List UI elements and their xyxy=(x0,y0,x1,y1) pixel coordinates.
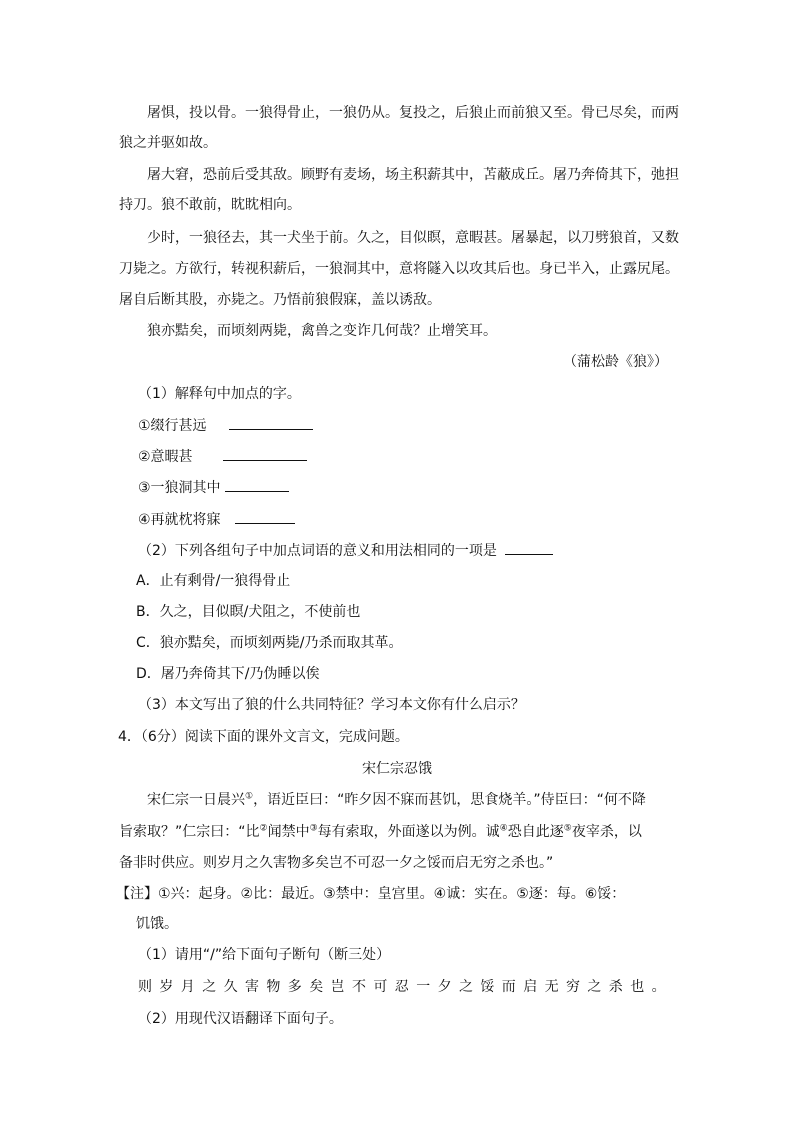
q4-body-text: 夜宰杀，以 xyxy=(571,824,642,840)
passage-p1-line2: 狼之并驱如故。 xyxy=(119,135,217,151)
passage-p3-line2: 刀毙之。方欲行，转视积薪后，一狼洞其中，意将隧入以攻其后也。身已半入，止露尻尾。 xyxy=(119,261,679,277)
q2-stem-line xyxy=(138,540,553,561)
q4-body-text: 每有索取，外面遂以为例。诚 xyxy=(317,824,500,840)
q4-sub1: （1）请用“/”给下面句子断句（断三处） xyxy=(138,947,391,963)
q4-passage-title: 宋仁宗忍饿 xyxy=(362,761,432,777)
q4-body-text: ，语近臣曰：“昨夕因不寐而甚饥，思食烧羊。”侍臣曰：“何不降 xyxy=(253,792,646,808)
q2-stem: （2）下列各组句子中加点词语的意义和用法相同的一项是 xyxy=(138,543,497,559)
passage-p4: 狼亦黠矣，而顷刻两毙，禽兽之变诈几何哉？止增笑耳。 xyxy=(147,323,497,339)
q4-sentence-to-punctuate: 则岁月之久害物多矣岂不可忍一夕之馁而启无穷之杀也。 xyxy=(138,979,673,995)
note-marker: ① xyxy=(245,791,254,802)
q1-item-text: ③一狼洞其中 xyxy=(138,480,221,496)
q1-stem: （1）解释句中加点的字。 xyxy=(138,386,301,402)
answer-blank[interactable] xyxy=(229,415,313,430)
note-marker: ④ xyxy=(499,823,508,834)
q4-body-text: 恐自此逐 xyxy=(507,824,564,840)
note-marker: ② xyxy=(259,823,268,834)
q1-item-2 xyxy=(138,446,307,467)
q1-item-3 xyxy=(138,477,289,498)
q4-body-text: 宋仁宗一日晨兴 xyxy=(147,792,245,808)
q4-body-line3: 备非时供应。则岁月之久害物多矣岂不可忍一夕之馁而启无穷之杀也。” xyxy=(119,855,554,871)
passage-p2-line2: 持刀。狼不敢前，眈眈相向。 xyxy=(119,197,301,213)
q1-item-4 xyxy=(138,509,295,530)
q2-option-d: D．屠乃奔倚其下/乃伪睡以俟 xyxy=(136,666,320,682)
passage-p1-line1: 屠惧，投以骨。一狼得骨止，一狼仍从。复投之，后狼止而前狼又至。骨已尽矣，而两 xyxy=(147,105,679,121)
passage-p3-line3: 屠自后断其股，亦毙之。乃悟前狼假寐，盖以诱敌。 xyxy=(119,292,441,308)
q4-sub2: （2）用现代汉语翻译下面句子。 xyxy=(138,1011,343,1027)
q2-option-c: C．狼亦黠矣，而顷刻两毙/乃杀而取其革。 xyxy=(136,635,403,651)
q4-body-text: 闻禁中 xyxy=(267,824,310,840)
q4-body-text: 旨索取？”仁宗曰：“比 xyxy=(119,824,260,840)
q4-header: 4．（6分）阅读下面的课外文言文，完成问题。 xyxy=(118,729,409,745)
passage-p2-line1: 屠大窘，恐前后受其敌。顾野有麦场，场主积薪其中，苫蔽成丘。屠乃奔倚其下，弛担 xyxy=(147,167,679,183)
answer-blank[interactable] xyxy=(223,446,307,461)
q1-item-text: ④再就枕将寐 xyxy=(138,512,221,528)
answer-blank[interactable] xyxy=(505,540,553,555)
passage-p3-line1: 少时，一狼径去，其一犬坐于前。久之，目似瞑，意暇甚。屠暴起，以刀劈狼首，又数 xyxy=(147,230,679,246)
q3-stem: （3）本文写出了狼的什么共同特征？学习本文你有什么启示？ xyxy=(138,697,525,713)
q1-item-text: ①缀行甚远 xyxy=(138,418,207,434)
q4-note-line2: 饥饿。 xyxy=(136,916,178,932)
q2-option-b: B．久之，目似瞑/犬阻之，不使前也 xyxy=(136,604,361,620)
passage-source: （蒲松龄《狼》） xyxy=(563,354,668,370)
q1-item-text: ②意暇甚 xyxy=(138,449,193,465)
answer-blank[interactable] xyxy=(235,509,295,524)
q4-note-line1: 【注】①兴：起身。②比：最近。③禁中：皇宫里。④诚：实在。⑤逐：每。⑥馁： xyxy=(116,886,626,902)
note-marker: ③ xyxy=(309,823,318,834)
q4-body-line1 xyxy=(147,790,646,810)
q4-body-line2 xyxy=(119,822,642,842)
q2-option-a: A．止有剩骨/一狼得骨止 xyxy=(136,573,291,589)
note-marker: ⑤ xyxy=(563,823,572,834)
q1-item-1 xyxy=(138,415,313,436)
answer-blank[interactable] xyxy=(225,477,289,492)
